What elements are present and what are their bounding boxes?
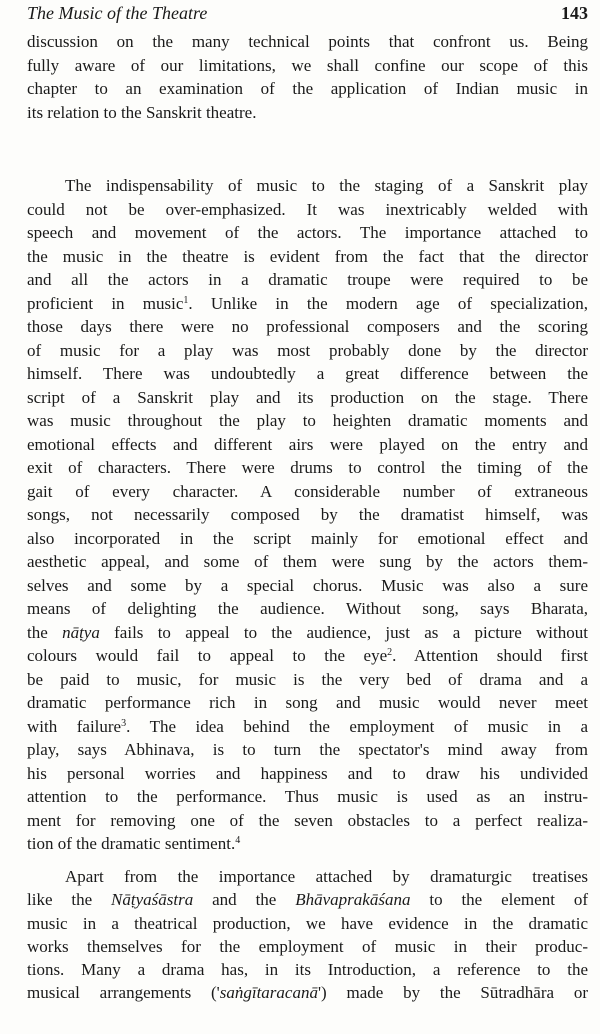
text-segment: play, says Abhinava, is to turn the spectator's mind away from — [27, 740, 588, 759]
text-segment: with failure — [27, 716, 122, 736]
text-segment: . Attention should first — [392, 646, 589, 665]
text-line — [27, 503, 588, 527]
text-line — [27, 339, 588, 363]
text-line — [27, 245, 588, 269]
text-line — [27, 865, 588, 888]
text-line — [27, 738, 588, 762]
text-segment: ment for removing one of the seven obstacles to a perfect realiza- — [27, 810, 588, 830]
text-segment: be paid to music, for music is the very bed of drama and a — [27, 669, 588, 689]
text-segment: songs, not necessarily composed by the dramatist himself, was — [27, 505, 588, 524]
text-line — [27, 762, 588, 786]
paragraph-2 — [27, 174, 588, 856]
text-line — [27, 77, 588, 101]
text-segment: was music throughout the play to heighten dramatic moments and — [27, 411, 588, 430]
text-segment: exit of characters. There were drums to control the timing of the — [27, 458, 588, 477]
text-segment: tions. Many a drama has, in its Introduction, a reference to the — [27, 960, 588, 980]
paragraph-1 — [27, 30, 588, 124]
text-line — [27, 480, 588, 504]
text-line — [27, 456, 588, 480]
text-segment: The indispensability of music to the staging of a Sanskrit play — [65, 176, 588, 195]
text-line — [27, 809, 588, 833]
text-segment: colours would fail to appeal to the eye — [27, 646, 388, 665]
text-line — [27, 54, 588, 78]
footnote-marker: 4 — [235, 835, 241, 846]
text-line — [27, 268, 588, 292]
text-segment: works themselves for the employment of music in their produc- — [27, 936, 588, 956]
italic-term: saṅgītaracanā — [219, 983, 318, 1003]
italic-term: Nāṭyaśāstra — [111, 890, 194, 910]
text-line — [27, 292, 588, 316]
text-segment: also incorporated in the script mainly for emotional effect and — [27, 528, 588, 548]
footnote-marker: 1 — [183, 294, 189, 306]
text-segment: Apart from the importance attached by dramaturgic treatises — [65, 867, 588, 886]
text-segment: emotional effects and different airs were played on the entry and — [27, 434, 588, 454]
italic-term: Bhāvaprakāśana — [295, 890, 411, 910]
text-line — [27, 30, 588, 54]
text-line — [27, 691, 588, 715]
text-segment: selves and some by a special chorus. Music was also a sure — [27, 575, 588, 595]
text-line — [27, 958, 588, 981]
text-segment: ') made by the Sūtradhāra or — [317, 983, 588, 1003]
text-line — [27, 527, 588, 551]
text-line — [27, 644, 588, 668]
text-line — [27, 362, 588, 386]
text-segment: to the element of — [410, 890, 588, 910]
text-segment: the music in the theatre is evident from the fact that the director — [27, 246, 588, 266]
text-segment: speech and movement of the actors. The importance attached to — [27, 223, 588, 242]
footnote-marker: 3 — [121, 717, 127, 729]
paragraph-3 — [27, 865, 588, 1005]
text-line — [27, 174, 588, 198]
text-segment: his personal worries and happiness and to draw his undivided — [27, 763, 588, 783]
text-segment: of music for a play was most probably done by the director — [27, 340, 588, 360]
text-segment: . The idea behind the employment of music in a — [126, 716, 588, 736]
text-segment: means of delighting the audience. Without song, says Bharata, — [27, 599, 588, 618]
text-line — [27, 888, 588, 911]
text-segment: . Unlike in the modern age of specialization, — [188, 293, 588, 313]
text-line — [27, 433, 588, 457]
running-header — [27, 3, 588, 27]
page-number: 143 — [561, 3, 588, 23]
text-line — [27, 101, 588, 125]
footnote-marker: 2 — [387, 647, 393, 658]
text-segment: discussion on the many technical points that confront us. Being — [27, 32, 588, 51]
text-segment: could not be over-emphasized. It was inextricably welded with — [27, 199, 588, 219]
text-segment: proficient in music — [27, 293, 184, 313]
text-segment: music in a theatrical production, we have evidence in the dramatic — [27, 913, 588, 933]
text-line — [27, 621, 588, 645]
text-segment: script of a Sanskrit play and its production on the stage. There — [27, 387, 588, 407]
text-line — [27, 315, 588, 339]
text-line — [27, 574, 588, 598]
text-line — [27, 715, 588, 739]
text-segment: tion of the dramatic sentiment. — [27, 834, 236, 853]
text-segment: like the — [27, 890, 112, 910]
text-line — [27, 386, 588, 410]
running-title: The Music of the Theatre — [27, 3, 208, 23]
text-segment: aesthetic appeal, and some of them were sung by the actors them- — [27, 552, 588, 571]
text-segment: dramatic performance rich in song and music would never meet — [27, 693, 588, 712]
text-segment: those days there were no professional composers and the scoring — [27, 317, 588, 336]
text-segment: musical arrangements (' — [27, 983, 220, 1003]
text-segment: the — [27, 622, 63, 642]
text-segment: its relation to the Sanskrit theatre. — [27, 102, 257, 122]
text-line — [27, 221, 588, 245]
text-line — [27, 409, 588, 433]
text-line — [27, 597, 588, 621]
text-line — [27, 785, 588, 809]
text-segment: gait of every character. A considerable number of extraneous — [27, 481, 588, 501]
text-segment: fails to appeal to the audience, just as a picture without — [99, 622, 588, 642]
text-line — [27, 935, 588, 958]
text-line — [27, 198, 588, 222]
text-segment: himself. There was undoubtedly a great difference between the — [27, 364, 588, 383]
text-line — [27, 550, 588, 574]
text-line — [27, 912, 588, 935]
text-line — [27, 981, 588, 1004]
text-segment: and the — [193, 890, 296, 910]
text-segment: attention to the performance. Thus music is used as an instru- — [27, 787, 588, 806]
text-segment: chapter to an examination of the application of Indian music in — [27, 79, 588, 98]
text-line — [27, 668, 588, 692]
text-line — [27, 832, 588, 856]
italic-term: nāṭya — [62, 622, 100, 642]
text-segment: and all the actors in a dramatic troupe were required to be — [27, 270, 588, 289]
text-segment: fully aware of our limitations, we shall confine our scope of this — [27, 55, 588, 75]
